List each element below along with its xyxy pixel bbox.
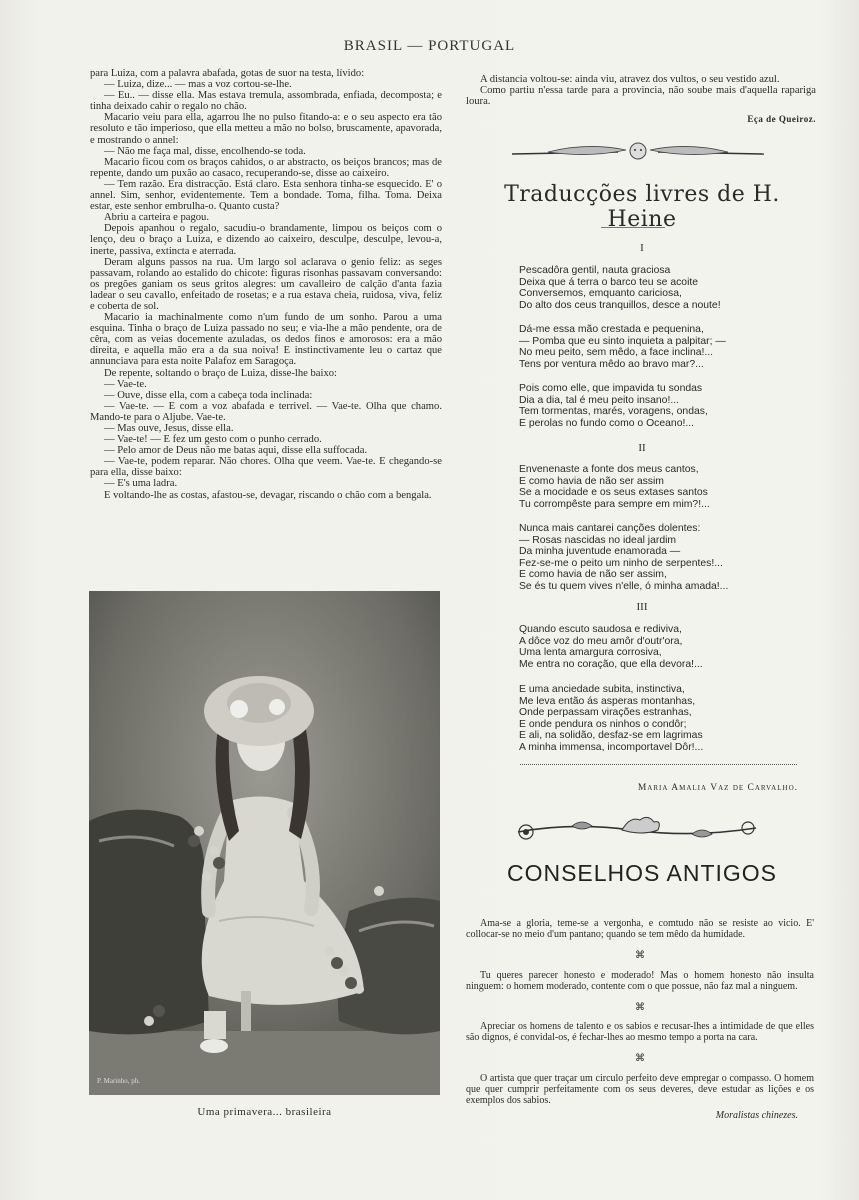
poem-line: Nunca mais cantarei canções dolentes:	[519, 523, 701, 534]
poem-line: E como havia de não ser assim,	[519, 569, 667, 581]
story-column	[90, 68, 442, 501]
story-ending	[466, 74, 816, 125]
poem-line: Uma lenta amargura corrosiva,	[519, 647, 662, 659]
section-numeral: II	[638, 442, 646, 454]
story-paragraph: E voltando-lhe as costas, afastou-se, devagar, riscando o chão com a bengala.	[104, 489, 432, 501]
separator-mark: ⌘	[635, 1053, 645, 1064]
story-paragraph: Macario ia machinalmente como n'um fundo de um sonho. Parou a uma esquina. Tinha o braço de Luiza passado no seu; e via-lhe a mão pendente, ora de cêra, com as veias docemente azuladas, os dedos finos e amorosos: era a mão direita, e aquella mão era a da sua noiva! E instinctivamente leu o cartaz que annunciava para esta noite Palafoz em Saragoça.	[90, 312, 442, 368]
running-title: BRASIL — PORTUGAL	[343, 38, 516, 54]
story-paragraph: — E's uma ladra.	[104, 478, 178, 490]
poem-line: Quando escuto saudosa e rediviva,	[519, 624, 682, 635]
maxim-paragraph: Tu queres parecer honesto e moderado! Mas o homem honesto não insulta ninguem: o homem moderado, contente com o que possue, não faz mal a ninguem.	[466, 970, 814, 993]
story-paragraph: — Não me faça mal, disse, encolhendo-se toda.	[104, 145, 306, 157]
maxim-paragraph: O artista que quer traçar um circulo perfeito deve empregar o compasso. O homem que quer cumprir perfeitamente com os seus deveres, deve estudar as lições e os exemplos dos sabios.	[466, 1073, 814, 1107]
poem-line: A minha immensa, incomportavel Dôr!...	[519, 741, 704, 753]
story-paragraph: Deram alguns passos na rua. Um largo sol aclarava o genio feliz: as seges passavam, rolando ao estalido do chicote: figuras risonhas passavam conversando: os pregões ganiam os seus gritos alegres: um cavalleiro de calção d'anta fazia ladear o seu cavallo, enfeitado de rosetas; e a rua estava cheia, ruidosa, viva, feliz e coberta de sol.	[90, 256, 442, 312]
poem-line: Dá-me essa mão crestada e pequenina,	[519, 324, 704, 335]
poem-line: A dôce voz do meu amôr d'outr'ora,	[519, 635, 683, 647]
poem-line: Tem tormentas, marés, voragens, ondas,	[519, 406, 708, 418]
title-rule	[601, 227, 665, 228]
section-title: CONSELHOS ANTIGOS	[506, 860, 778, 886]
section-numeral: III	[636, 601, 648, 613]
poem-line: Tu corrompêste para sempre em mim?!...	[519, 498, 710, 510]
poem-line: Se a mocidade e os seus extases santos	[519, 487, 708, 499]
separator-mark: ⌘	[635, 1002, 645, 1013]
photograph-girl	[89, 591, 440, 1095]
poem-line: Pescadôra gentil, nauta graciosa	[519, 265, 671, 276]
poem-line: E ali, na solidão, desfaz-se em lagrimas	[519, 730, 703, 742]
story-author: Eça de Queiroz.	[747, 113, 816, 124]
poem-line: Me leva então ás asperas montanhas,	[519, 695, 696, 707]
story-paragraph: para Luiza, com a palavra abafada, gotas de suor na testa, lívido:	[90, 68, 365, 79]
story-paragraph: — Vae-te.	[104, 378, 147, 390]
story-paragraph: — Vae-te, podem reparar. Não chores. Olha que veem. Vae-te. E chegando-se para ella, disse baixo:	[90, 456, 442, 479]
poem-stanza	[519, 265, 819, 311]
poem-line: E onde pendura os ninhos o condôr;	[519, 718, 687, 730]
poem-line: — Pomba que eu sinto inquieta a palpitar; —	[519, 335, 726, 347]
poem-line: Fez-se-me o peito um ninho de serpentes!...	[519, 557, 723, 569]
winged-head-ornament-icon	[508, 138, 768, 166]
story-paragraph: De repente, soltando o braço de Luiza, disse-lhe baixo:	[104, 367, 337, 379]
poem-stanza	[519, 324, 819, 370]
story-paragraph: — Tem razão. Era distracção. Está claro. Esta senhora tinha-se esquecido. E' o annel. Sim, senhor, evidentemente. Tem a bondade. Toma, filha. Toma. Deixa estar, este senhor embrulha-o. Quanto custa?	[90, 178, 442, 213]
story-paragraph: Macario veiu para ella, agarrou lhe no pulso fitando-a: e o seu aspecto era tão resoluto e tão imperioso, que ella metteu a mão no bolso, bruscamente, apavorada, e mostrando o annel:	[90, 112, 442, 146]
poem-line: Envenenaste a fonte dos meus cantos,	[519, 464, 699, 475]
poem-line: Tens por ventura mêdo ao bravo mar?...	[519, 358, 704, 370]
poem-line: Se és tu quem vives n'elle, ó minha amada!...	[519, 580, 729, 592]
poem-line: Dia a dia, tal é meu peito insano!...	[519, 394, 679, 406]
story-paragraph: — Pelo amor de Deus não me batas aqui, disse ella suffocada.	[104, 445, 368, 457]
story-ending-paragraph: A distancia voltou-se: ainda viu, atravez dos vultos, o seu vestido azul.	[480, 74, 780, 85]
poem-line: — Rosas nascidas no ideal jardim	[519, 534, 677, 546]
story-paragraph: Abriu a carteira e pagou.	[104, 212, 210, 224]
poem-line: Conversemos, emquanto cariciosa,	[519, 288, 682, 300]
poem-stanza	[519, 464, 819, 510]
story-paragraph: — Luiza, dize... — mas a voz cortou-se-lhe.	[104, 79, 292, 91]
photographer-mark: P. Marinho, ph.	[97, 1077, 140, 1085]
story-paragraph: — Eu.. — disse ella. Mas estava tremula, assombrada, enfiada, decomposta; e tinha deixado cahir o regalo no chão.	[90, 90, 442, 113]
story-ending-paragraph: Como partiu n'essa tarde para a provincia, não soube mais d'aquella rapariga loura.	[466, 85, 816, 108]
poem-line: Onde perpassam virações estranhas,	[519, 707, 692, 719]
poem-line: Do alto dos ceus tranquillos, desce a noute!	[519, 299, 721, 311]
poem-line: E perolas no fundo como o Oceano!...	[519, 417, 695, 429]
poem-title: Traducções livres de H. Heine	[504, 182, 780, 232]
poem-line: Me entra no coração, que ella devora!...	[519, 658, 703, 670]
poem-stanza	[519, 523, 819, 593]
poem-line: E como havia de não ser assim	[519, 475, 664, 487]
story-paragraph: — Ouve, disse ella, com a cabeça toda inclinada:	[104, 389, 313, 401]
photo-caption: Uma primavera... brasileira	[197, 1106, 332, 1118]
story-paragraph: Depois apanhou o regalo, sacudiu-o brandamente, limpou os beiços com o lenço, deu o braço a Luiza, e dizendo ao caixeiro, desculpe, desculpe, levou-a, inerte, passiva, extincta e aterrada.	[90, 223, 442, 257]
maxim-paragraph: Apreciar os homens de talento e os sabios e recusar-lhes a intimidade de que elles são dignos, é convidal-os, é fechar-lhes ao mesmo tempo a porta na cara.	[466, 1021, 814, 1044]
separator-mark: ⌘	[635, 950, 645, 961]
dotted-divider	[520, 764, 797, 765]
poem-line: E uma anciedade subita, instinctiva,	[519, 684, 685, 695]
poem-stanza	[519, 684, 819, 754]
poem-line: No meu peito, sem mêdo, a face inclina!...	[519, 347, 714, 359]
story-paragraph: Macario ficou com os braços cahidos, o ar abstracto, os beiços brancos; mas de repente, dando um puxão ao casaco, recuperando-se, disse ao caixeiro.	[90, 156, 442, 179]
floral-ornament-icon	[512, 814, 762, 848]
poem-line: Deixa que á terra o barco teu se acoite	[519, 276, 699, 288]
story-paragraph: — Vae-te. — E com a voz abafada e terrivel. — Vae-te. Olha que chamo. Mando-te para o Aljube. Vae-te.	[90, 400, 442, 423]
poem-author: Maria Amalia Vaz de Carvalho.	[637, 783, 798, 793]
photograph-illustration	[89, 591, 440, 1095]
poem-stanza	[519, 383, 819, 429]
section-numeral: I	[640, 242, 644, 254]
maxims-source: Moralistas chinezes.	[715, 1110, 798, 1121]
maxim-paragraph: Ama-se a gloria, teme-se a vergonha, e comtudo não se resiste ao vicio. E' collocar-se no meio d'um pantano; quando se tem mêdo da humidade.	[466, 918, 814, 941]
story-paragraph: — Vae-te! — E fez um gesto com o punho cerrado.	[104, 434, 322, 446]
poem-line: Da minha juventude enamorada —	[519, 546, 681, 558]
story-paragraph: — Mas ouve, Jesus, disse ella.	[104, 423, 234, 434]
poem-line: Pois como elle, que impavida tu sondas	[519, 383, 703, 394]
poem-stanza	[519, 624, 819, 670]
